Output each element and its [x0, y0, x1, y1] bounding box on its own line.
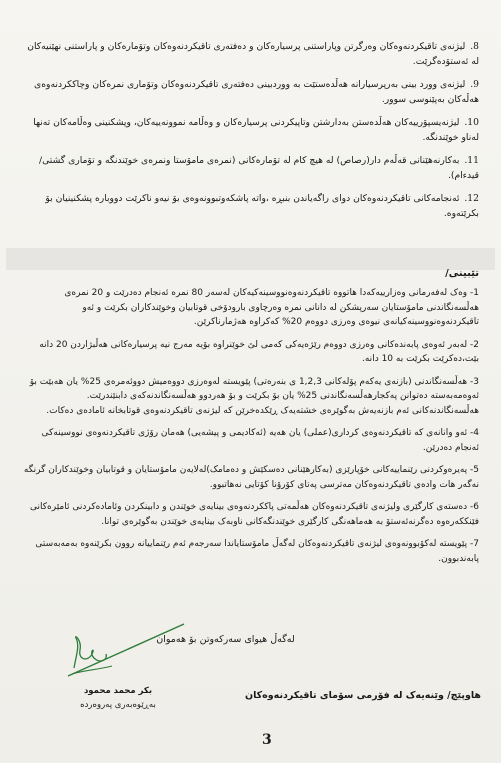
- note-item: 7- پێویستە لەکۆبوونەوەی لیژنەی تاقیکردنەوەکان لەگەڵ مامۆستایاندا سەرجەم ئەم رێنماییانە روون بکرێنەوە بەمەبەستی پابەندبوون.: [35, 539, 479, 564]
- notes-heading: تێبینی/: [445, 268, 479, 279]
- rules-list: [18, 40, 479, 230]
- rule-text: ئەنجامەکانی تاقیکردنەوەکان دوای راگەیاندن بنبڕە ،واتە پاشکەوتبوونەوەی بۆ نیەو ناکرێت دووبارە پشکنینیان بۆ بکرێتەوە.: [45, 193, 479, 219]
- note-item: 1- وەک لەفەرمانی وەزارییەکەدا هاتووە تاقیکردنەوەنووسینەکیەکان لەسەر 80 نمرە ئەنجام دەدرێت و 20 نمرەی هەڵسەنگاندنی مامۆستایان سەرپشکن لە دانانی نمرە وەرچاوی بارودۆخی قوتابیان وخوێندکاران بکرێت و ئەو تاقیکردنەوەنووسینەکیانەی نیوەی وەرزی دووەم 20% کەکراوە هەژمارناکرێن.: [64, 288, 479, 327]
- rule-text: بەکارنەهێنانی قەڵەم دار(رصاص) لە هیچ کام لە تۆمارەکانی (نمرەی مامۆستا ونمرەی خوێندنگە و تۆماری گشتی/قيدءام).: [39, 155, 479, 181]
- rule-item-8: [18, 40, 479, 69]
- note-item: 5- پەیرەوکردنی رێنماییەکانی خۆپارێزی (بەکارهێنانی دەسکێش و دەمامک)لەلایەن مامۆستایان و قوتابیان وخوێندکاران گرنگە نەگەر هات وادەی تاقیکردنەوەکان مەترسی پەتای کۆرۆنا کۆتایی نەهاتبوو.: [23, 465, 479, 490]
- rule-text: لیژنەی تاقیکردنەوەکان وەرگرتن وپاراستنی پرسیارەکان و دەفتەری تاقیکردنەوەکان وتۆمارەکان و پاراستنی نهێنیەکان لە ئەستۆدەگرێت.: [27, 41, 479, 67]
- handwritten-signature: [66, 616, 186, 684]
- note-item: 4- ئەو وانانەی کە تاقیکردنەوەی کرداری(عملی) یان هەیە (ئەکادیمی و پیشەیی) هەمان رۆژی تاقیکردنەوەی نووسینەکی ئەنجام دەدرێن.: [41, 428, 479, 453]
- rule-item-10: [18, 116, 479, 145]
- page-number: 3: [262, 732, 272, 748]
- rule-item-11: [18, 154, 479, 183]
- rule-text: لیژنەیسپۆرییەکان هەڵدەستن بەدارشتن وتاپیکردنی پرسیارەکان و وەڵامە نموونەییەکان، وپشکنینی وەڵامەکان تەنها لەناو خوێندنگە.: [33, 117, 479, 143]
- signer-name: بکر محمد محمود: [83, 686, 153, 696]
- closing-line: لەگەڵ هیوای سەرکەوتن بۆ هەموان: [156, 634, 295, 645]
- rule-item-12: [18, 192, 479, 221]
- scan-band: [6, 248, 495, 270]
- notes-list: [18, 286, 479, 574]
- rule-number: 10.: [464, 117, 479, 128]
- rule-number: 12.: [464, 193, 479, 204]
- rule-number: 11.: [464, 155, 479, 166]
- signer-title: بەڕێوەبەری پەروەردە: [80, 700, 156, 710]
- rule-number: 9.: [470, 79, 479, 90]
- rule-item-9: [18, 78, 479, 107]
- note-item: 2- لەبەر ئەوەی پابەندەکانی وەرزی دووەم رێژەیەکی کەمی لێ خوێنراوە بۆیە مەرج نیە پرسیارەکانی هەڵبژاردن 20 دانە بێت،دەکرێت بکرێت بە 10 دانە.: [39, 339, 479, 364]
- attachment-note: هاوپێچ/ وێنەیەک لە فۆرمی سۆمای تاقیکردنەوەکان: [244, 690, 481, 701]
- note-item: 3- هەڵسەنگاندنی (بازنەی یەکەم پۆلەکانی 1,2,3 ی بنەرەتی) پێویستە لەوەرزی دووەمیش دووئەمرەی 25% یان هەبێت بۆ ئەوەمەبەستە دەتوانن پەکجارهەڵسەنگاندنی 25% یان بۆ بکرێت و بۆ هەردوو هەڵسەنگاندنەکەی دابنێندرێت. هەڵسەنگاندنەکانی ئەم بازنەیەش بەگوێرەی خشتەیەک ڕێکدەخرێن کە لیژنەی تاقیکردنەوەی قوتابخانە ئامادەی دەکات.: [29, 376, 479, 416]
- note-item: 6- دەستەی کارگێری ولیژنەی تاقیکردنەوەکان هەڵمەتی پاککردنەوەی بینایەی خوێندن و دابینکردن وئامادەکردنی ئامێرەکانی فێنککەرەوە دەگرنەئەستۆ بە هەماهەنگی کارگێری خوێندنگەکانی ناوبەک بینایەی خوێندن بەگوێرەی توانا.: [30, 502, 479, 527]
- rule-number: 8.: [470, 41, 479, 52]
- rule-text: لیژنەی وورد بینی بەرپرسیارانە هەڵدەستێت بە ووردبینی دەفتەری تاقیکردنەوەکان وتۆماری نمرەکان وچاککردنەوەی هەڵەکان بەپێنوسی سوور.: [34, 79, 479, 105]
